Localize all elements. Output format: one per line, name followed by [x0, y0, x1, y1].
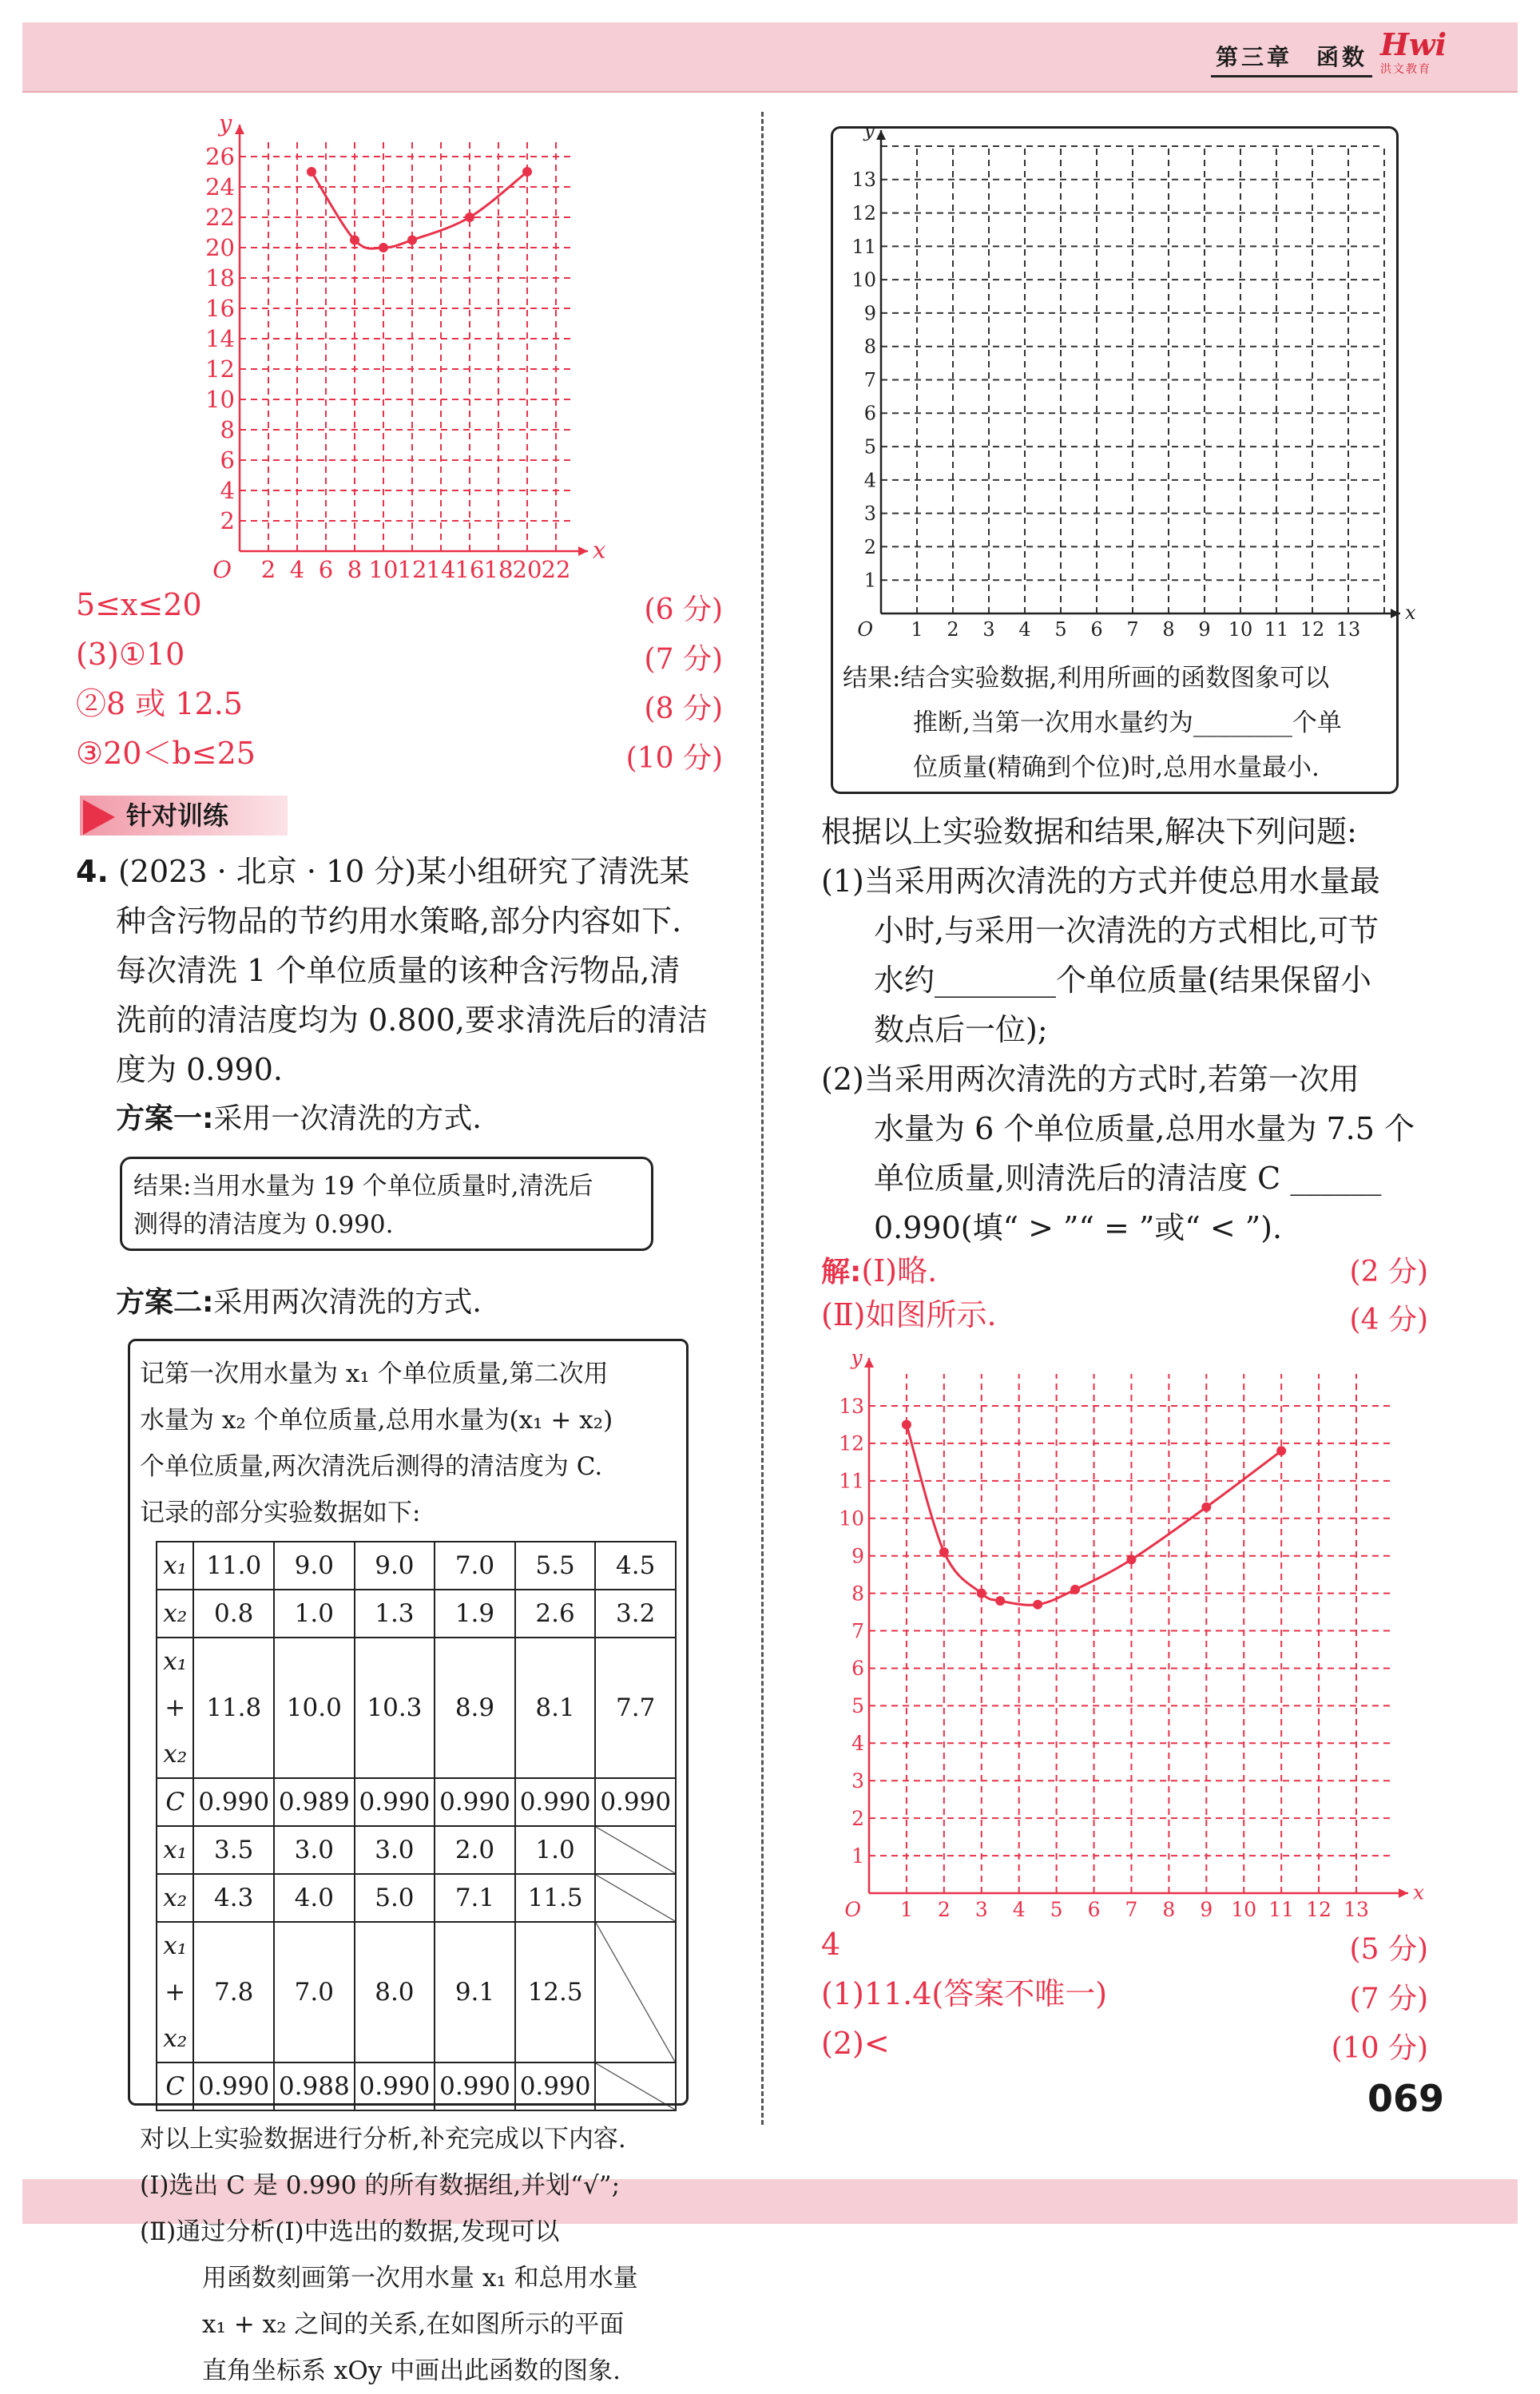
questions — [821, 807, 1460, 1253]
data-point — [1070, 1585, 1080, 1594]
logo-mark: Hwi — [1380, 26, 1447, 62]
left-answers — [76, 587, 723, 785]
y-tick-label: 5 — [851, 1694, 864, 1718]
table-cell: 1.3 — [355, 1590, 435, 1638]
question-line: 根据以上实验数据和结果,解决下列问题: — [821, 814, 1357, 849]
plan1-line — [76, 1094, 731, 1144]
plan2-title: 方案二: — [116, 1286, 214, 1319]
answer-score: (6 分) — [644, 594, 723, 626]
x-tick-label: 10 — [368, 556, 399, 583]
table-row-header: x₂ — [157, 1590, 193, 1638]
table-cell: 7.0 — [435, 1542, 515, 1590]
answer-row — [76, 736, 723, 785]
y-axis-arrow — [876, 130, 886, 140]
y-tick-label: 14 — [205, 325, 235, 353]
y-tick-label: 2 — [863, 535, 876, 558]
x-tick-label: 16 — [454, 556, 485, 583]
result-line: 位质量(精确到个位)时,总用水量最小. — [913, 753, 1320, 782]
y-tick-label: 13 — [851, 169, 876, 192]
column-divider — [761, 112, 764, 2125]
chapter-label: 第三章 — [1215, 44, 1292, 70]
x-tick-label: 8 — [1162, 618, 1175, 641]
table-cell: 10.0 — [274, 1638, 355, 1778]
page-number: 069 — [1367, 2077, 1444, 2120]
publisher-logo — [1380, 26, 1447, 77]
table-cell: 10.3 — [355, 1638, 435, 1778]
table-cell — [595, 1826, 676, 1874]
table-cell: 3.0 — [274, 1826, 355, 1874]
y-tick-label: 6 — [851, 1657, 864, 1681]
x-axis-label: x — [1413, 1880, 1425, 1904]
plan1-result-box — [120, 1157, 653, 1251]
plan2-line: 记录的部分实验数据如下: — [140, 1499, 421, 1527]
table-row-header: x₁ + x₂ — [157, 1638, 193, 1778]
x-axis-arrow — [1399, 1888, 1408, 1898]
x-tick-label: 4 — [289, 556, 305, 583]
data-point — [522, 167, 532, 177]
table-cell: 7.0 — [274, 1922, 355, 2062]
y-tick-label: 10 — [205, 386, 235, 414]
y-tick-label: 3 — [863, 502, 876, 526]
table-cell: 4.0 — [274, 1874, 355, 1922]
solution — [821, 1249, 1428, 1345]
answer-row — [76, 587, 723, 637]
y-tick-label: 12 — [851, 201, 876, 224]
table-cell: 1.0 — [274, 1590, 355, 1638]
answer-text: ②8 或 12.5 — [76, 686, 243, 721]
result-line: 结果:结合实验数据,利用所画的函数图象可以 — [843, 664, 1330, 693]
table-cell: 0.8 — [193, 1590, 274, 1638]
y-tick-label: 11 — [851, 235, 876, 258]
table-row-header: x₁ — [157, 1542, 193, 1590]
result-text — [843, 656, 1394, 790]
table-cell: 0.990 — [515, 1778, 596, 1826]
y-tick-label: 16 — [205, 295, 235, 323]
y-tick-label: 9 — [851, 1544, 864, 1568]
origin-label: O — [212, 556, 232, 583]
plan2-line: 个单位质量,两次清洗后测得的清洁度为 C. — [140, 1452, 603, 1481]
question-line: 单位质量,则清洗后的清洁度 C ______ — [874, 1161, 1382, 1196]
final-text: 4 — [821, 1927, 841, 1962]
data-point — [465, 212, 474, 222]
table-cell: 8.0 — [355, 1922, 435, 2062]
y-tick-label: 7 — [863, 368, 876, 391]
after-line: x₁ + x₂ 之间的关系,在如图所示的平面 — [202, 2310, 625, 2339]
x-tick-label: 7 — [1126, 618, 1139, 641]
triangle-icon — [83, 800, 115, 835]
plan2-box — [128, 1339, 689, 2385]
table-cell — [595, 1874, 676, 1922]
table-row — [157, 1542, 676, 1590]
x-tick-label: 1 — [899, 1898, 913, 1921]
table-row — [157, 2062, 676, 2110]
table-cell: 0.990 — [193, 1778, 274, 1826]
question-line: 数点后一位); — [874, 1012, 1048, 1047]
y-axis-label: y — [863, 119, 875, 141]
table-cell: 7.8 — [193, 1922, 274, 2062]
practice-badge — [80, 796, 288, 836]
table-cell: 9.1 — [435, 1922, 515, 2062]
table-cell: 2.0 — [435, 1826, 515, 1874]
x-tick-label: 6 — [318, 556, 334, 583]
table-cell: 1.9 — [435, 1590, 515, 1638]
plan2-line: 记第一次用水量为 x₁ 个单位质量,第二次用 — [140, 1360, 609, 1388]
table-cell: 2.6 — [515, 1590, 596, 1638]
final-row — [821, 1976, 1428, 2026]
origin-label: O — [844, 1898, 861, 1921]
after-line: (Ⅰ)选出 C 是 0.990 的所有数据组,并划“√”; — [140, 2171, 621, 2200]
plan1-result-line: 测得的清洁度为 0.990. — [133, 1210, 394, 1239]
y-tick-label: 2 — [851, 1806, 864, 1830]
question-line: 水量为 6 个单位质量,总用水量为 7.5 个 — [874, 1111, 1415, 1146]
y-tick-label: 5 — [863, 435, 876, 459]
table-cell: 0.990 — [435, 2062, 515, 2110]
table-cell: 4.3 — [193, 1874, 274, 1922]
x-tick-label: 8 — [347, 556, 363, 583]
table-row-header: x₂ — [157, 1874, 193, 1922]
table-cell: 0.988 — [274, 2062, 355, 2110]
y-tick-label: 6 — [863, 402, 876, 425]
table-cell: 0.990 — [595, 1778, 676, 1826]
y-tick-label: 4 — [851, 1732, 864, 1756]
y-tick-label: 1 — [863, 569, 876, 592]
table-cell: 3.0 — [355, 1826, 435, 1874]
final-text: (2)< — [821, 2026, 890, 2061]
grid-result-box — [831, 119, 1416, 794]
x-tick-label: 2 — [937, 1898, 951, 1921]
table-row — [157, 1778, 676, 1826]
table-cell — [595, 1922, 676, 2062]
table-cell: 8.9 — [435, 1638, 515, 1778]
plan1-result-line: 结果:当用水量为 19 个单位质量时,清洗后 — [133, 1172, 593, 1201]
table-row-header: C — [157, 2062, 193, 2110]
final-row — [821, 2026, 1428, 2075]
y-tick-label: 8 — [220, 416, 235, 444]
table-cell: 0.990 — [355, 2062, 435, 2110]
x-tick-label: 4 — [1012, 1898, 1026, 1921]
series-line — [312, 172, 527, 248]
table-cell: 11.0 — [193, 1542, 274, 1590]
y-tick-label: 2 — [220, 507, 235, 535]
table-cell: 5.5 — [515, 1542, 596, 1590]
plan2-line: 水量为 x₂ 个单位质量,总用水量为(x₁ + x₂) — [140, 1406, 613, 1435]
y-tick-label: 13 — [839, 1394, 864, 1418]
x-tick-label: 10 — [1228, 618, 1253, 641]
data-point — [350, 236, 359, 245]
problem-line-text: (2023 · 北京 · 10 分)某小组研究了清洗某 — [117, 854, 690, 889]
solution-score: (4 分) — [1349, 1304, 1428, 1336]
solution-row — [821, 1249, 1428, 1297]
badge-label: 针对训练 — [126, 800, 229, 831]
answer-row — [76, 686, 723, 736]
y-tick-label: 26 — [205, 143, 235, 171]
problem-text — [76, 847, 731, 1144]
y-tick-label: 12 — [839, 1431, 864, 1455]
data-point — [1126, 1554, 1136, 1564]
table-row-header: x₁ + x₂ — [157, 1922, 193, 2062]
problem-line: 种含污物品的节约用水策略,部分内容如下. — [116, 903, 682, 939]
table-cell: 5.0 — [355, 1874, 435, 1922]
plan1-title: 方案一: — [116, 1102, 214, 1135]
left-top-chart — [184, 109, 615, 583]
y-tick-label: 1 — [851, 1844, 864, 1868]
final-row — [821, 1927, 1428, 1976]
final-score: (7 分) — [1349, 1983, 1428, 2015]
question-line: 0.990(填“ > ”“ = ”或“ < ”). — [874, 1210, 1283, 1245]
x-tick-label: 8 — [1162, 1898, 1176, 1921]
table-cell — [595, 2062, 676, 2110]
problem-line — [76, 847, 731, 896]
question-line: 水约________个单位质量(结果保留小 — [874, 963, 1371, 998]
x-tick-label: 3 — [982, 618, 995, 641]
solution-text: (Ⅰ)略. — [861, 1253, 938, 1288]
table-row-header: C — [157, 1778, 193, 1826]
plan2-text: 采用两次清洗的方式. — [213, 1286, 482, 1319]
empty-grid-chart — [849, 119, 1416, 649]
final-score: (10 分) — [1331, 2032, 1428, 2065]
x-tick-label: 20 — [512, 556, 542, 583]
answer-row — [76, 637, 723, 686]
x-tick-label: 14 — [426, 556, 456, 583]
data-point — [407, 236, 417, 245]
x-tick-label: 22 — [541, 556, 571, 583]
y-tick-label: 10 — [839, 1507, 864, 1530]
after-line: 用函数刻画第一次用水量 x₁ 和总用水量 — [202, 2264, 638, 2293]
y-tick-label: 7 — [851, 1619, 864, 1643]
y-axis-arrow — [864, 1358, 874, 1368]
x-axis-arrow — [1391, 609, 1400, 618]
y-axis-label: y — [851, 1346, 863, 1369]
y-tick-label: 6 — [220, 447, 235, 474]
answer-text: (3)①10 — [76, 637, 185, 672]
data-point — [1201, 1503, 1211, 1512]
table-cell: 0.990 — [515, 2062, 596, 2110]
question-line: (1)当采用两次清洗的方式并使总用水量最 — [821, 864, 1380, 899]
x-tick-label: 6 — [1090, 618, 1103, 641]
answer-score: (8 分) — [644, 693, 723, 725]
data-point — [995, 1596, 1005, 1606]
x-tick-label: 2 — [260, 556, 276, 583]
answer-text: ③20＜b≤25 — [76, 736, 256, 771]
answer-score: (10 分) — [625, 742, 723, 775]
table-row-header: x₁ — [157, 1826, 193, 1874]
solution-text: (Ⅱ)如图所示. — [821, 1297, 997, 1332]
y-tick-label: 12 — [205, 355, 235, 383]
logo-text: 洪文教育 — [1380, 63, 1431, 76]
data-point — [939, 1547, 949, 1557]
x-tick-label: 2 — [947, 618, 959, 641]
result-line: 推断,当第一次用水量约为________个单 — [913, 709, 1342, 737]
data-point — [1033, 1600, 1042, 1610]
x-tick-label: 11 — [1268, 1898, 1295, 1921]
y-axis-label: y — [218, 109, 232, 137]
after-line: 直角坐标系 xOy 中画出此函数的图象. — [202, 2356, 621, 2385]
table-row — [157, 1590, 676, 1638]
after-table-text — [140, 2116, 677, 2394]
table-cell: 11.8 — [193, 1638, 274, 1778]
table-cell: 7.7 — [595, 1638, 676, 1778]
y-tick-label: 3 — [851, 1769, 864, 1793]
y-tick-label: 4 — [220, 477, 235, 505]
x-axis-label: x — [1405, 601, 1416, 625]
table-cell: 3.2 — [595, 1590, 676, 1638]
table-cell: 1.0 — [515, 1826, 596, 1874]
x-tick-label: 13 — [1336, 618, 1361, 641]
final-answers — [821, 1927, 1428, 2075]
data-point — [977, 1589, 986, 1598]
x-tick-label: 13 — [1344, 1898, 1369, 1921]
x-axis-label: x — [593, 536, 606, 564]
x-tick-label: 18 — [483, 556, 514, 583]
x-tick-label: 9 — [1200, 1898, 1213, 1921]
y-tick-label: 8 — [863, 335, 876, 359]
table-cell: 9.0 — [274, 1542, 355, 1590]
y-tick-label: 20 — [205, 234, 235, 262]
y-tick-label: 10 — [851, 268, 876, 292]
y-tick-label: 18 — [205, 264, 235, 292]
origin-label: O — [857, 618, 873, 641]
x-tick-label: 3 — [974, 1898, 988, 1921]
table-cell: 3.5 — [193, 1826, 274, 1874]
after-line: (Ⅱ)通过分析(Ⅰ)中选出的数据,发现可以 — [140, 2217, 560, 2246]
table-cell: 0.989 — [274, 1778, 355, 1826]
answer-text: 5≤x≤20 — [76, 587, 202, 622]
solution-label: 解: — [821, 1256, 862, 1288]
experiment-table — [156, 1541, 677, 2111]
problem-line: 每次清洗 1 个单位质量的该种含污物品,清 — [116, 953, 681, 988]
after-line: 对以上实验数据进行分析,补充完成以下内容. — [140, 2125, 626, 2154]
x-tick-label: 12 — [397, 556, 427, 583]
plan1-text: 采用一次清洗的方式. — [213, 1102, 482, 1135]
y-axis-arrow — [235, 125, 244, 134]
data-point — [379, 243, 388, 252]
y-tick-label: 4 — [863, 469, 876, 492]
y-tick-label: 8 — [851, 1582, 864, 1606]
solution-chart — [831, 1346, 1425, 1925]
chapter-title — [1211, 40, 1372, 77]
y-tick-label: 9 — [863, 302, 876, 325]
x-tick-label: 5 — [1054, 618, 1067, 641]
question-line: 小时,与采用一次清洗的方式相比,可节 — [874, 913, 1379, 948]
y-tick-label: 11 — [839, 1469, 864, 1493]
answer-score: (7 分) — [644, 643, 723, 676]
data-point — [902, 1419, 911, 1429]
x-tick-label: 9 — [1198, 618, 1211, 641]
table-cell: 0.990 — [435, 1778, 515, 1826]
problem-number: 4. — [76, 854, 109, 889]
x-tick-label: 11 — [1264, 618, 1289, 641]
table-cell: 7.1 — [435, 1874, 515, 1922]
problem-line: 度为 0.990. — [116, 1052, 283, 1087]
x-axis-arrow — [578, 546, 588, 556]
table-cell: 11.5 — [515, 1874, 596, 1922]
final-score: (5 分) — [1349, 1933, 1428, 1966]
final-text: (1)11.4(答案不唯一) — [821, 1976, 1108, 2011]
y-tick-label: 22 — [205, 204, 235, 232]
table-cell: 9.0 — [355, 1542, 435, 1590]
table-row — [157, 1922, 676, 2062]
data-point — [1276, 1446, 1286, 1455]
table-row — [157, 1638, 676, 1778]
table-cell: 0.990 — [193, 2062, 274, 2110]
y-tick-label: 24 — [205, 173, 235, 201]
table-cell: 0.990 — [355, 1778, 435, 1826]
data-point — [307, 167, 316, 177]
table-row — [157, 1826, 676, 1874]
x-tick-label: 6 — [1087, 1898, 1101, 1921]
x-tick-label: 4 — [1018, 618, 1031, 641]
solution-score: (2 分) — [1349, 1256, 1428, 1288]
section-label: 函数 — [1316, 44, 1367, 70]
x-tick-label: 12 — [1300, 618, 1325, 641]
table-cell: 4.5 — [595, 1542, 676, 1590]
table-cell: 12.5 — [515, 1922, 596, 2062]
x-tick-label: 1 — [911, 618, 923, 641]
x-tick-label: 5 — [1050, 1898, 1063, 1921]
x-tick-label: 7 — [1125, 1898, 1138, 1921]
problem-line: 洗前的清洁度均为 0.800,要求清洗后的清洁 — [116, 1002, 708, 1038]
solution-row — [821, 1297, 1428, 1345]
x-tick-label: 10 — [1231, 1898, 1257, 1921]
x-tick-label: 12 — [1306, 1898, 1332, 1921]
plan2-line — [116, 1280, 482, 1320]
table-cell: 8.1 — [515, 1638, 596, 1778]
table-row — [157, 1874, 676, 1922]
question-line: (2)当采用两次清洗的方式时,若第一次用 — [821, 1062, 1359, 1097]
